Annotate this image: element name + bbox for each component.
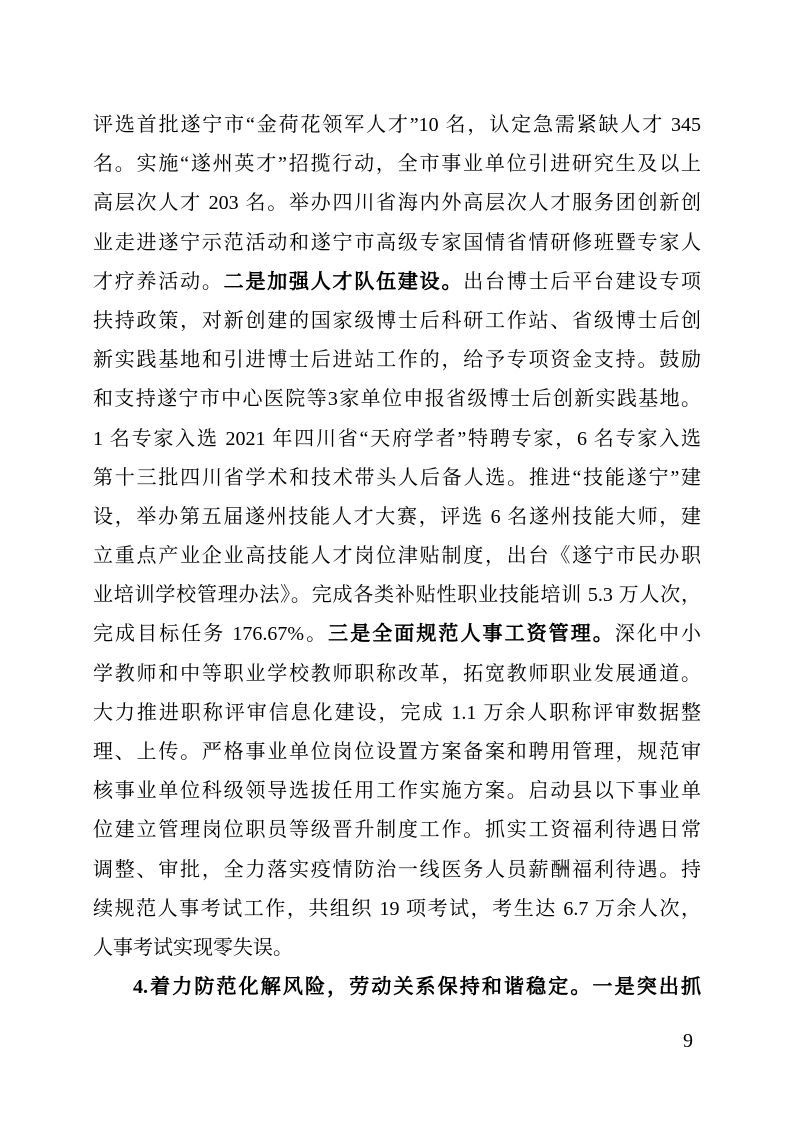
text-line <box>93 811 701 850</box>
text-line <box>93 459 701 498</box>
text-run: 新实践基地和引进博士后进站工作的，给予专项资金支持。鼓励 <box>93 349 701 372</box>
text-run: 调整、审批，全力落实疫情防治一线医务人员薪酬福利待遇。持 <box>93 858 701 881</box>
text-run: 立重点产业企业高技能人才岗位津贴制度，出台《遂宁市民办职 <box>93 545 701 568</box>
text-run: 和支持遂宁市中心医院等3家单位申报省级博士后创新实践基地。 <box>93 388 701 411</box>
text-run: 理、上传。严格事业单位岗位设置方案备案和聘用管理，规范审 <box>93 741 701 763</box>
text-line <box>93 890 701 929</box>
text-line <box>93 420 701 459</box>
text-line <box>93 498 701 537</box>
text-line <box>93 145 701 184</box>
text-line <box>93 263 701 302</box>
text-line <box>93 302 701 341</box>
text-run: 扶持政策，对新创建的国家级博士后科研工作站、省级博士后创 <box>93 309 701 332</box>
document-body <box>93 106 701 1007</box>
text-line <box>93 341 701 380</box>
text-line <box>93 224 701 263</box>
text-line <box>93 694 701 733</box>
page-number: 9 <box>683 1030 693 1052</box>
text-line <box>93 851 701 890</box>
text-line <box>93 772 701 811</box>
text-run: 续规范人事考试工作，共组织 19 项考试，考生达 6.7 万余人次， <box>93 897 701 920</box>
text-run: 核事业单位科级领导选拔任用工作实施方案。启动县以下事业单 <box>93 780 701 803</box>
text-run: 才疗养活动。 <box>93 270 224 293</box>
text-run: 评选首批遂宁市“金荷花领军人才”10 名，认定急需紧缺人才 345 <box>93 114 701 136</box>
text-run: 人事考试实现零失误。 <box>93 936 293 959</box>
text-run: 出台博士后平台建设专项 <box>463 270 701 293</box>
text-line <box>93 576 701 615</box>
text-line <box>93 537 701 576</box>
text-run: 位建立管理岗位职员等级晋升制度工作。抓实工资福利待遇日常 <box>93 819 701 842</box>
text-run: 深化中小 <box>614 623 701 646</box>
text-run: 名。实施“遂州英才”招揽行动，全市事业单位引进研究生及以上 <box>93 153 701 176</box>
text-run: 大力推进职称评审信息化建设，完成 1.1 万余人职称评审数据整 <box>93 701 701 724</box>
text-line <box>93 184 701 223</box>
text-run: 1 名专家入选 2021 年四川省“天府学者”特聘专家，6 名专家入选 <box>93 427 701 450</box>
text-run: 业培训学校管理办法》。完成各类补贴性职业技能培训 5.3 万人次， <box>93 584 701 607</box>
text-line <box>93 615 701 654</box>
bold-text-run: 三是全面规范人事工资管理。 <box>328 623 615 646</box>
text-line <box>93 733 701 772</box>
text-run: 设，举办第五届遂州技能人才大赛，评选 6 名遂州技能大师，建 <box>93 505 701 528</box>
bold-text-run: 4.着力防范化解风险，劳动关系保持和谐稳定。一是突出抓 <box>133 976 701 999</box>
text-run: 学教师和中等职业学校教师职称改革，拓宽教师职业发展通道。 <box>93 662 701 685</box>
text-run: 完成目标任务 176.67%。 <box>93 623 329 646</box>
text-line <box>93 380 701 419</box>
text-line <box>93 968 701 1007</box>
text-run: 高层次人才 203 名。举办四川省海内外高层次人才服务团创新创 <box>93 192 701 215</box>
text-line <box>93 106 701 145</box>
text-line <box>93 655 701 694</box>
text-run: 第十三批四川省学术和技术带头人后备人选。推进“技能遂宁”建 <box>93 466 701 489</box>
text-line <box>93 929 701 968</box>
text-run: 业走进遂宁示范活动和遂宁市高级专家国情省情研修班暨专家人 <box>93 231 701 254</box>
bold-text-run: 二是加强人才队伍建设。 <box>223 270 464 293</box>
